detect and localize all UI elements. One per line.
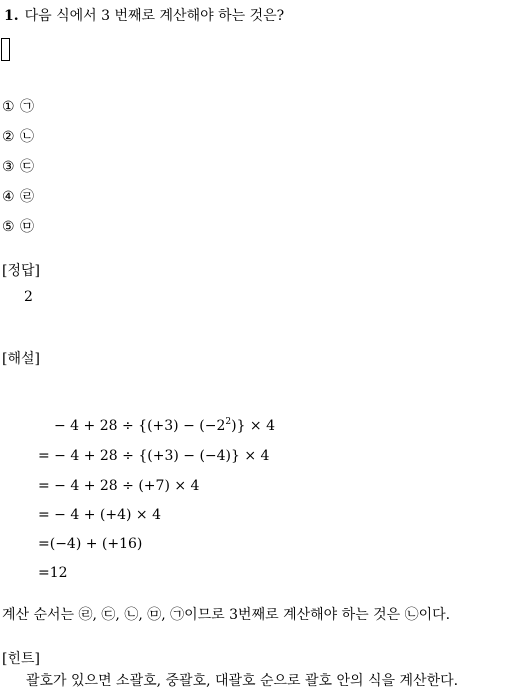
explanation-label: [해설] bbox=[2, 351, 40, 367]
question-title bbox=[4, 9, 284, 23]
math-line-4: = − 4 + (+4) × 4 bbox=[38, 507, 161, 523]
hint-label: [힌트] bbox=[2, 651, 40, 667]
choice-label: ㉠ bbox=[20, 99, 34, 115]
choice-3[interactable] bbox=[2, 160, 34, 174]
math-line-1-post: )} × 4 bbox=[231, 418, 276, 434]
choice-label: ㉣ bbox=[20, 189, 34, 205]
math-line-6: =12 bbox=[38, 565, 68, 581]
math-exponent: 2 bbox=[225, 417, 232, 427]
choice-number: ① bbox=[2, 99, 15, 115]
math-line-1 bbox=[54, 419, 275, 433]
question-text: 다음 식에서 3 번째로 계산해야 하는 것은? bbox=[24, 8, 285, 24]
answer-value: 2 bbox=[24, 289, 33, 305]
choice-label: ㉢ bbox=[20, 159, 34, 175]
answer-label: [정답] bbox=[2, 263, 40, 279]
hint-text: 괄호가 있으면 소괄호, 중괄호, 대괄호 순으로 괄호 안의 식을 계산한다. bbox=[26, 673, 459, 689]
math-line-1-pre: − 4 + 28 ÷ {(+3) − (−2 bbox=[54, 418, 226, 434]
choice-1[interactable] bbox=[2, 100, 34, 114]
question-number: 1. bbox=[4, 8, 19, 24]
math-line-3: = − 4 + 28 ÷ (+7) × 4 bbox=[38, 478, 200, 494]
choice-4[interactable] bbox=[2, 190, 34, 204]
choice-number: ④ bbox=[2, 189, 15, 205]
math-line-5: =(−4) + (+16) bbox=[38, 536, 143, 552]
math-line-2: = − 4 + 28 ÷ {(+3) − (−4)} × 4 bbox=[38, 448, 270, 464]
choice-label: ㉡ bbox=[20, 129, 34, 145]
choice-number: ⑤ bbox=[2, 219, 15, 235]
choice-number: ② bbox=[2, 129, 15, 145]
choice-2[interactable] bbox=[2, 130, 34, 144]
answer-blank-box[interactable] bbox=[1, 38, 10, 61]
choice-5[interactable] bbox=[2, 220, 34, 234]
choice-label: ㉤ bbox=[20, 219, 34, 235]
explanation-summary: 계산 순서는 ㉣, ㉢, ㉡, ㉤, ㉠이므로 3번째로 계산해야 하는 것은 ㉡이다. bbox=[2, 607, 451, 623]
choice-number: ③ bbox=[2, 159, 15, 175]
